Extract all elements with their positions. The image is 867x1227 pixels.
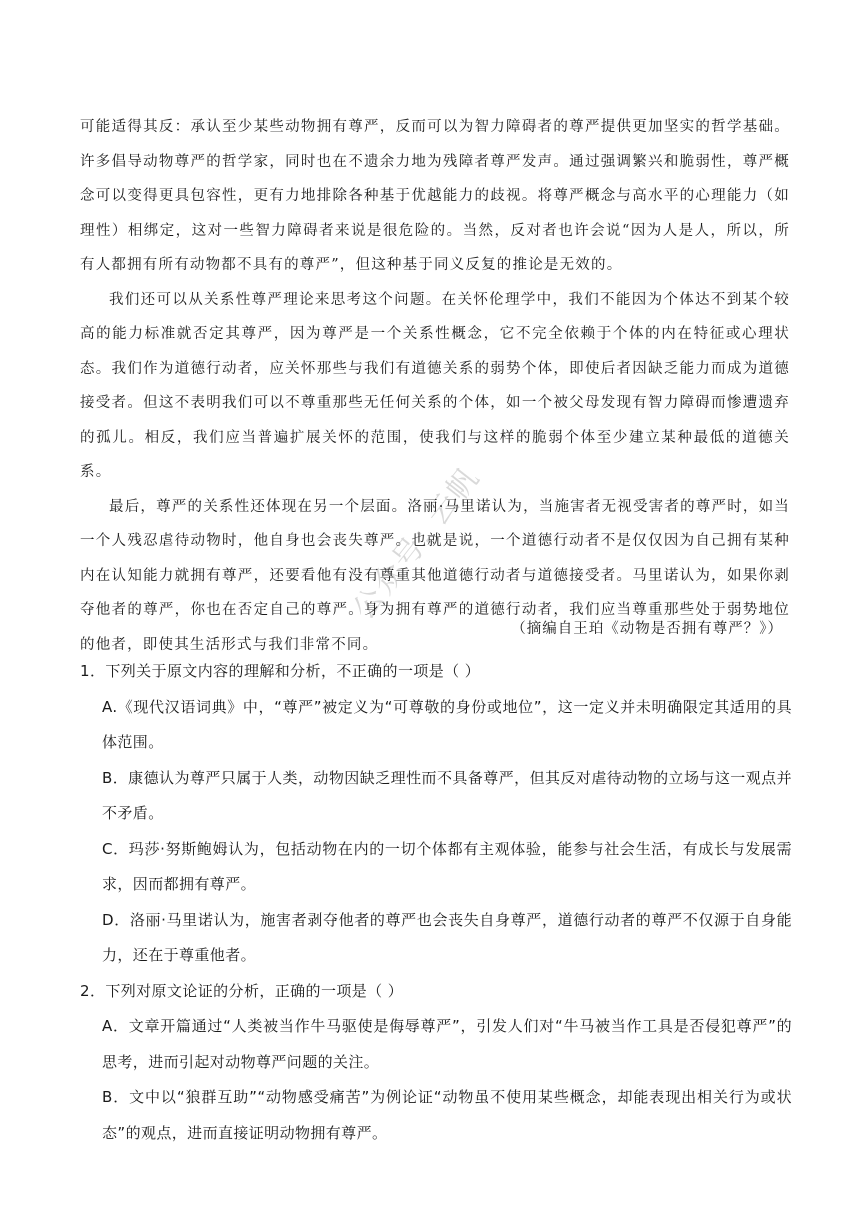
question-1-option-a: A.《现代汉语词典》中，“尊严”被定义为“可尊敬的身份或地位”，这一定义并未明确限定其适用的具体范围。: [102, 697, 792, 751]
watermark: 公众号: 云帆: [346, 460, 487, 627]
question-1-stem: 1．下列关于原文内容的理解和分析，不正确的一项是（ ）: [80, 662, 481, 680]
reading-passage: [80, 110, 790, 662]
question-list: [80, 654, 792, 1151]
passage-paragraph-3: 最后，尊严的关系性还体现在另一个层面。洛丽·马里诺认为，当施害者无视受害者的尊严时，如当一个人残忍虐待动物时，他自身也会丧失尊严。也就是说，一个道德行动者不是仅仅因为自己拥有某种内在认知能力就拥有尊严，还要看他有没有尊重其他道德行动者与道德接受者。马里诺认为，如果你剥夺他者的尊严，你也在否定自己的尊严。身为拥有尊严的道德行动者，我们应当尊重那些处于弱势地位的他者，即使其生活形式与我们非常不同。: [80, 498, 790, 653]
passage-paragraph-2: 我们还可以从关系性尊严理论来思考这个问题。在关怀伦理学中，我们不能因为个体达不到某个较高的能力标准就否定其尊严，因为尊严是一个关系性概念，它不完全依赖于个体的内在特征或心理状态。我们作为道德行动者，应关怀那些与我们有道德关系的弱势个体，即使后者因缺乏能力而成为道德接受者。但这不表明我们可以不尊重那些无任何关系的个体，如一个被父母发现有智力障碍而惨遭遗弃的孤儿。相反，我们应当普遍扩展关怀的范围，使我们与这样的脆弱个体至少建立某种最低的道德关系。: [80, 291, 790, 480]
question-1-option-d: D．洛丽·马里诺认为，施害者剥夺他者的尊严也会丧失自身尊严，道德行动者的尊严不仅源于自身能力，还在于尊重他者。: [102, 910, 792, 964]
question-1-option-c: C．玛莎·努斯鲍姆认为，包括动物在内的一切个体都有主观体验，能参与社会生活，有成长与发展需求，因而都拥有尊严。: [102, 839, 792, 893]
question-2-stem: 2．下列对原文论证的分析，正确的一项是（ ）: [80, 981, 404, 1000]
question-2: [80, 974, 792, 1152]
question-1-option-b: B．康德认为尊严只属于人类，动物因缺乏理性而不具备尊严，但其反对虐待动物的立场与这一观点并不矛盾。: [102, 768, 792, 822]
question-2-option-b: B．文中以“狼群互助”“动物感受痛苦”为例论证“动物虽不使用某些概念，却能表现出相关行为或状态”的观点，进而直接证明动物拥有尊严。: [102, 1088, 792, 1142]
question-1: [80, 654, 792, 974]
passage-paragraph-1: 可能适得其反：承认至少某些动物拥有尊严，反而可以为智力障碍者的尊严提供更加坚实的哲学基础。许多倡导动物尊严的哲学家，同时也在不遗余力地为残障者尊严发声。通过强调繁兴和脆弱性，尊严概念可以变得更具包容性，更有力地排除各种基于优越能力的歧视。将尊严概念与高水平的心理能力（如理性）相绑定，这对一些智力障碍者来说是很危险的。当然，反对者也许会说“因为人是人，所以，所有人都拥有所有动物都不具有的尊严”，但这种基于同义反复的推论是无效的。: [80, 119, 790, 273]
question-2-option-a: A．文章开篇通过“人类被当作牛马驱使是侮辱尊严”，引发人们对“牛马被当作工具是否侵犯尊严”的思考，进而引起对动物尊严问题的关注。: [102, 1017, 792, 1071]
passage-source: （摘编自王珀《动物是否拥有尊严？》）: [511, 621, 783, 637]
